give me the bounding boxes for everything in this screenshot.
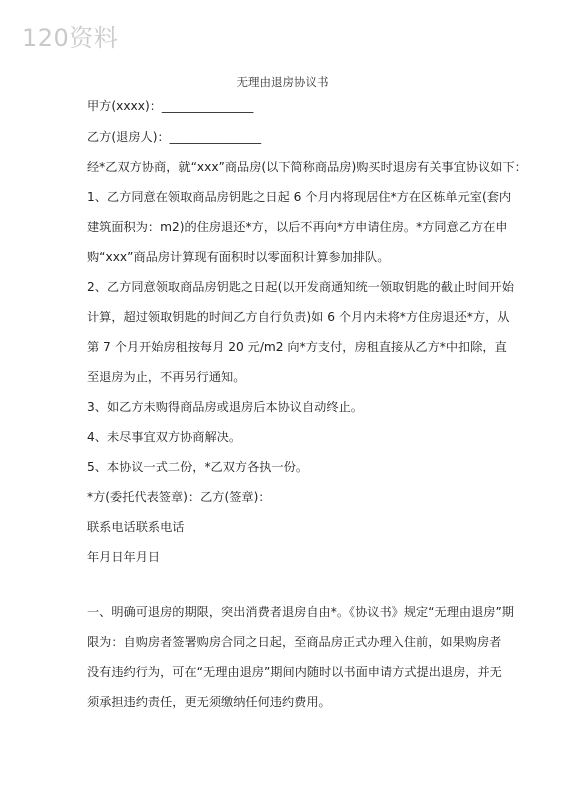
party-b-line: 乙方(退房人)：_______________ (87, 130, 262, 144)
signature-line: *方(委托代表签章)：乙方(签章)： (87, 490, 271, 504)
section-1-line-3: 没有违约行为，可在“无理由退房”期间内随时以书面申请方式提出退房，并无 (87, 665, 502, 679)
clause-2-line-3: 第 7 个月开始房租按每月 20 元/m2 向*方支付，房租直接从乙方*中扣除，直 (87, 340, 507, 354)
clause-5: 5、本协议一式二份，*乙双方各执一份。 (87, 460, 309, 474)
clause-1-line-1: 1、乙方同意在领取商品房钥匙之日起 6 个月内将现居住*方在区栋单元室(套内 (87, 190, 512, 204)
clause-1-line-2: 建筑面积为：m2)的住房退还*方，以后不再向*方申请住房。*方同意乙方在申 (87, 220, 508, 234)
clause-1-line-3: 购“xxx”商品房计算现有面积时以零面积计算参加排队。 (87, 250, 390, 264)
watermark-logo: 120资料 (22, 24, 119, 52)
clause-2-line-4: 至退房为止，不再另行通知。 (87, 370, 246, 384)
section-1-line-1: 一、明确可退房的期限，突出消费者退房自由*。《协议书》规定“无理由退房”期 (87, 605, 514, 619)
date-line: 年月日年月日 (87, 550, 161, 564)
section-1-line-4: 须承担违约责任，更无须缴纳任何违约费用。 (87, 695, 331, 709)
clause-4: 4、未尽事宜双方协商解决。 (87, 430, 242, 444)
clause-2-line-1: 2、乙方同意领取商品房钥匙之日起(以开发商通知统一领取钥匙的截止时间开始 (87, 280, 514, 294)
clause-2-line-2: 计算，超过领取钥匙的时间乙方自行负责)如 6 个月内未将*方住房退还*方，从 (87, 310, 510, 324)
clause-3: 3、如乙方未购得商品房或退房后本协议自动终止。 (87, 400, 363, 414)
contact-phone-line: 联系电话联系电话 (87, 520, 185, 534)
intro-paragraph: 经*乙双方协商，就“xxx”商品房(以下简称商品房)购买时退房有关事宜协议如下： (87, 160, 527, 174)
document-title: 无理由退房协议书 (236, 75, 329, 89)
party-a-line: 甲方(xxxx)：_______________ (87, 99, 254, 113)
section-1-line-2: 限为：自购房者签署购房合同之日起，至商品房正式办理入住前，如果购房者 (87, 635, 502, 649)
